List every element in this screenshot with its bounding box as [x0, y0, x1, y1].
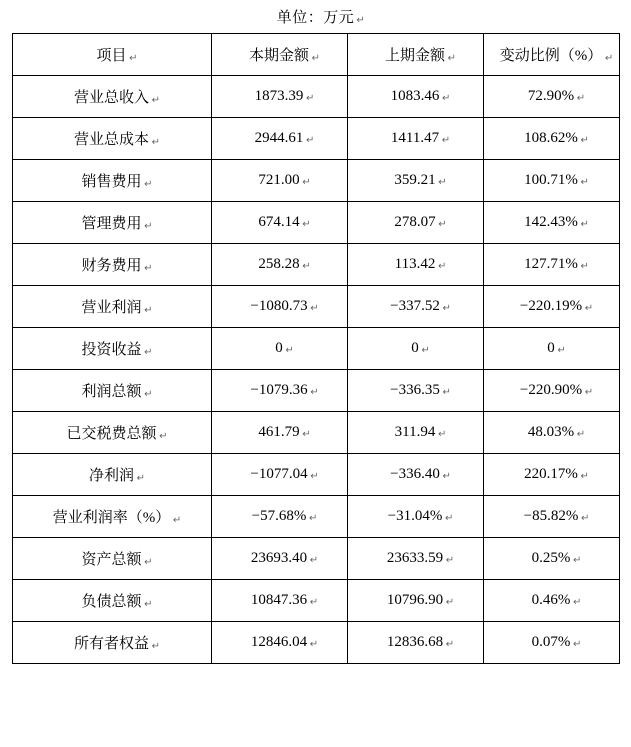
cell-text: −220.19%	[519, 298, 583, 314]
paragraph-mark-icon: ↵	[151, 137, 160, 148]
paragraph-mark-icon: ↵	[310, 387, 319, 398]
paragraph-mark-icon: ↵	[572, 597, 582, 608]
paragraph-mark-icon: ↵	[144, 179, 153, 190]
paragraph-mark-icon: ↵	[580, 513, 590, 524]
paragraph-mark-icon: ↵	[584, 387, 594, 398]
paragraph-mark-icon: ↵	[580, 177, 589, 188]
paragraph-mark-icon: ↵	[144, 599, 153, 610]
cell-text: 营业利润率（%）	[52, 510, 171, 526]
paragraph-mark-icon: ↵	[580, 471, 589, 482]
row-value-cell	[483, 118, 619, 160]
header-text: 上期金额	[384, 48, 445, 64]
row-value-cell	[483, 286, 619, 328]
row-value-cell	[483, 244, 619, 286]
header-text: 本期金额	[248, 48, 309, 64]
cell-text: −336.40	[390, 466, 440, 482]
cell-text: −220.90%	[519, 382, 583, 398]
paragraph-mark-icon: ↵	[447, 53, 456, 64]
paragraph-mark-icon: ↵	[302, 177, 311, 188]
row-label-cell	[12, 76, 211, 118]
table-row	[12, 580, 619, 622]
paragraph-mark-icon: ↵	[305, 135, 315, 146]
table-row	[12, 328, 619, 370]
row-value-cell	[483, 454, 619, 496]
row-value-cell	[483, 202, 619, 244]
paragraph-mark-icon: ↵	[302, 261, 311, 272]
paragraph-mark-icon: ↵	[309, 639, 319, 650]
cell-text: 销售费用	[81, 174, 142, 190]
row-value-cell	[347, 160, 483, 202]
cell-text: 1083.46	[390, 88, 440, 104]
paragraph-mark-icon: ↵	[445, 639, 455, 650]
row-label-cell	[12, 160, 211, 202]
row-label-cell	[12, 118, 211, 160]
cell-text: 管理费用	[81, 216, 142, 232]
cell-text: 0.25%	[531, 550, 571, 566]
paragraph-mark-icon: ↵	[580, 219, 589, 230]
cell-text: 营业利润	[81, 300, 142, 316]
row-value-cell	[347, 454, 483, 496]
unit-label-line	[0, 0, 631, 33]
row-value-cell	[347, 244, 483, 286]
header-text: 项目	[96, 48, 127, 64]
row-value-cell	[347, 538, 483, 580]
paragraph-mark-icon: ↵	[310, 471, 319, 482]
row-value-cell	[483, 580, 619, 622]
paragraph-mark-icon: ↵	[442, 303, 451, 314]
paragraph-mark-icon: ↵	[144, 347, 153, 358]
row-value-cell	[483, 538, 619, 580]
cell-text: 12846.04	[250, 634, 308, 650]
cell-text: 311.94	[394, 424, 436, 440]
row-value-cell	[347, 286, 483, 328]
table-row	[12, 496, 619, 538]
row-label-cell	[12, 286, 211, 328]
row-label-cell	[12, 370, 211, 412]
paragraph-mark-icon: ↵	[557, 345, 566, 356]
paragraph-mark-icon: ↵	[604, 53, 614, 64]
cell-text: 利润总额	[81, 384, 142, 400]
table-row	[12, 160, 619, 202]
row-value-cell	[347, 412, 483, 454]
table-row	[12, 118, 619, 160]
paragraph-mark-icon: ↵	[136, 473, 145, 484]
paragraph-mark-icon: ↵	[285, 345, 294, 356]
paragraph-mark-icon: ↵	[445, 597, 455, 608]
paragraph-mark-icon: ↵	[172, 515, 182, 526]
cell-text: 48.03%	[527, 424, 575, 440]
row-label-cell	[12, 496, 211, 538]
paragraph-mark-icon: ↵	[151, 641, 160, 652]
cell-text: 220.17%	[524, 466, 578, 482]
cell-text: 721.00	[258, 172, 300, 188]
cell-text: 投资收益	[81, 342, 142, 358]
row-value-cell	[211, 538, 347, 580]
paragraph-mark-icon: ↵	[144, 221, 153, 232]
cell-text: 10847.36	[250, 592, 308, 608]
paragraph-mark-icon: ↵	[308, 513, 318, 524]
cell-text: 12836.68	[386, 634, 444, 650]
row-value-cell	[347, 496, 483, 538]
row-value-cell	[211, 370, 347, 412]
paragraph-mark-icon: ↵	[144, 305, 153, 316]
table-row	[12, 244, 619, 286]
row-label-cell	[12, 580, 211, 622]
cell-text: 113.42	[394, 256, 436, 272]
cell-text: 100.71%	[524, 172, 578, 188]
table-row	[12, 370, 619, 412]
row-value-cell	[347, 118, 483, 160]
cell-text: 359.21	[394, 172, 436, 188]
table-header-cell	[211, 34, 347, 76]
unit-label: 单位：万元	[276, 10, 355, 26]
cell-text: −57.68%	[251, 508, 307, 524]
row-value-cell	[211, 160, 347, 202]
cell-text: 72.90%	[527, 88, 575, 104]
paragraph-mark-icon: ↵	[438, 177, 447, 188]
cell-text: 108.62%	[524, 130, 578, 146]
paragraph-mark-icon: ↵	[159, 431, 168, 442]
row-value-cell	[347, 370, 483, 412]
paragraph-mark-icon: ↵	[305, 93, 315, 104]
cell-text: −31.04%	[387, 508, 443, 524]
row-value-cell	[211, 202, 347, 244]
paragraph-mark-icon: ↵	[576, 93, 586, 104]
paragraph-mark-icon: ↵	[572, 555, 582, 566]
paragraph-mark-icon: ↵	[572, 639, 582, 650]
cell-text: −1077.04	[250, 466, 308, 482]
paragraph-mark-icon: ↵	[441, 93, 451, 104]
table-row	[12, 76, 619, 118]
cell-text: 0	[275, 340, 283, 356]
table-row	[12, 622, 619, 664]
paragraph-mark-icon: ↵	[311, 53, 320, 64]
row-value-cell	[483, 412, 619, 454]
cell-text: 净利润	[88, 468, 134, 484]
cell-text: 142.43%	[524, 214, 578, 230]
paragraph-mark-icon: ↵	[445, 555, 455, 566]
table-row	[12, 538, 619, 580]
paragraph-mark-icon: ↵	[309, 597, 319, 608]
paragraph-mark-icon: ↵	[580, 261, 589, 272]
row-value-cell	[211, 454, 347, 496]
table-row	[12, 454, 619, 496]
paragraph-mark-icon: ↵	[580, 135, 589, 146]
table-row	[12, 202, 619, 244]
cell-text: 2944.61	[254, 130, 304, 146]
row-value-cell	[211, 580, 347, 622]
header-text: 变动比例（%）	[499, 48, 603, 64]
row-label-cell	[12, 202, 211, 244]
cell-text: 10796.90	[386, 592, 444, 608]
cell-text: 127.71%	[524, 256, 578, 272]
cell-text: −85.82%	[523, 508, 579, 524]
financial-summary-table	[12, 33, 620, 664]
cell-text: 负债总额	[81, 594, 142, 610]
table-row	[12, 286, 619, 328]
row-label-cell	[12, 622, 211, 664]
table-header-cell	[483, 34, 619, 76]
table-header-cell	[12, 34, 211, 76]
row-label-cell	[12, 454, 211, 496]
paragraph-mark-icon: ↵	[144, 263, 153, 274]
row-value-cell	[483, 76, 619, 118]
paragraph-mark-icon: ↵	[584, 303, 594, 314]
paragraph-mark-icon: ↵	[442, 471, 451, 482]
row-label-cell	[12, 244, 211, 286]
cell-text: 营业总成本	[73, 132, 149, 148]
row-value-cell	[211, 76, 347, 118]
paragraph-mark-icon: ↵	[302, 219, 311, 230]
paragraph-mark-icon: ↵	[309, 555, 319, 566]
paragraph-mark-icon: ↵	[421, 345, 430, 356]
table-row	[12, 412, 619, 454]
paragraph-mark-icon: ↵	[437, 261, 447, 272]
row-value-cell	[483, 370, 619, 412]
paragraph-mark-icon: ↵	[437, 429, 447, 440]
table-header-cell	[347, 34, 483, 76]
paragraph-mark-icon: ↵	[444, 513, 454, 524]
cell-text: 674.14	[258, 214, 300, 230]
cell-text: 已交税费总额	[66, 426, 157, 442]
paragraph-mark-icon: ↵	[302, 429, 311, 440]
row-value-cell	[347, 622, 483, 664]
paragraph-mark-icon: ↵	[310, 303, 319, 314]
row-label-cell	[12, 538, 211, 580]
row-value-cell	[211, 118, 347, 160]
paragraph-mark-icon: ↵	[144, 389, 153, 400]
cell-text: 278.07	[394, 214, 436, 230]
cell-text: 0.07%	[531, 634, 571, 650]
cell-text: 1411.47	[390, 130, 440, 146]
row-value-cell	[483, 160, 619, 202]
cell-text: −337.52	[390, 298, 440, 314]
row-value-cell	[483, 496, 619, 538]
cell-text: 0	[547, 340, 555, 356]
cell-text: 资产总额	[81, 552, 142, 568]
paragraph-mark-icon: ↵	[438, 219, 447, 230]
row-value-cell	[483, 622, 619, 664]
cell-text: 258.28	[258, 256, 300, 272]
row-value-cell	[347, 202, 483, 244]
paragraph-mark-icon: ↵	[144, 557, 153, 568]
table-header-row	[12, 34, 619, 76]
cell-text: −336.35	[390, 382, 440, 398]
row-label-cell	[12, 412, 211, 454]
cell-text: 财务费用	[81, 258, 142, 274]
row-value-cell	[347, 328, 483, 370]
row-value-cell	[483, 328, 619, 370]
row-label-cell	[12, 328, 211, 370]
row-value-cell	[211, 622, 347, 664]
row-value-cell	[211, 244, 347, 286]
cell-text: 23693.40	[250, 550, 308, 566]
paragraph-mark-icon: ↵	[356, 15, 366, 26]
row-value-cell	[211, 496, 347, 538]
paragraph-mark-icon: ↵	[151, 95, 160, 106]
row-value-cell	[211, 328, 347, 370]
cell-text: 0	[411, 340, 419, 356]
cell-text: 所有者权益	[73, 636, 149, 652]
cell-text: −1080.73	[250, 298, 308, 314]
paragraph-mark-icon: ↵	[576, 429, 586, 440]
paragraph-mark-icon: ↵	[441, 135, 451, 146]
paragraph-mark-icon: ↵	[442, 387, 451, 398]
paragraph-mark-icon: ↵	[129, 53, 138, 64]
row-value-cell	[211, 286, 347, 328]
row-value-cell	[211, 412, 347, 454]
row-value-cell	[347, 76, 483, 118]
cell-text: −1079.36	[250, 382, 308, 398]
cell-text: 1873.39	[254, 88, 304, 104]
cell-text: 0.46%	[531, 592, 571, 608]
row-value-cell	[347, 580, 483, 622]
cell-text: 461.79	[258, 424, 300, 440]
cell-text: 营业总收入	[73, 90, 149, 106]
cell-text: 23633.59	[386, 550, 444, 566]
